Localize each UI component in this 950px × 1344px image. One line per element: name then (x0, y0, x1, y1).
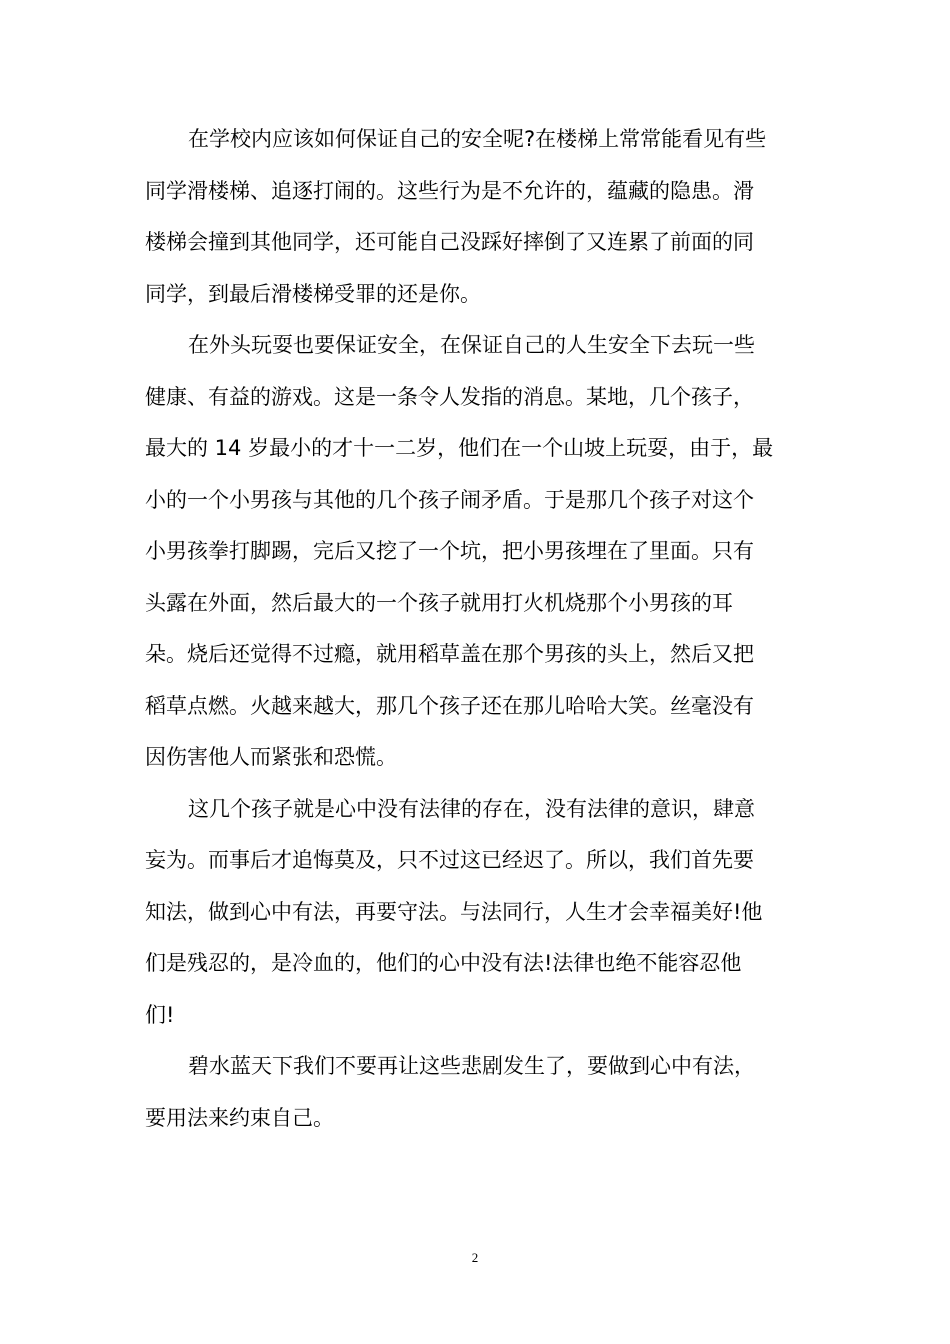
text-line: 在学校内应该如何保证自己的安全呢?在楼梯上常常能看见有些 (188, 127, 767, 151)
text-line: 妄为。而事后才追悔莫及，只不过这已经迟了。所以，我们首先要 (145, 848, 754, 872)
text-line: 最大的 14 岁最小的才十一二岁，他们在一个山坡上玩耍，由于，最 (145, 436, 774, 460)
text-line: 们是残忍的，是冷血的，他们的心中没有法!法律也绝不能容忍他 (145, 951, 742, 975)
text-line: 同学滑楼梯、追逐打闹的。这些行为是不允许的，蕴藏的隐患。滑 (145, 178, 754, 203)
paragraph-1 (145, 114, 807, 320)
text-line: 头露在外面，然后最大的一个孩子就用打火机烧那个小男孩的耳 (145, 590, 733, 615)
text-line: 碧水蓝天下我们不要再让这些悲剧发生了，要做到心中有法， (188, 1054, 755, 1078)
text-line: 们! (145, 1002, 175, 1027)
text-line: 同学，到最后滑楼梯受罪的还是你。 (145, 281, 481, 306)
text-line: 小男孩拳打脚踢，完后又挖了一个坑，把小男孩埋在了里面。只有 (145, 539, 754, 563)
text-line: 健康、有益的游戏。这是一条令人发指的消息。某地，几个孩子， (145, 384, 754, 409)
paragraph-3 (145, 784, 807, 1042)
paragraph-2 (145, 320, 807, 784)
text-line: 楼梯会撞到其他同学，还可能自己没踩好摔倒了又连累了前面的同 (145, 230, 754, 254)
text-line: 这几个孩子就是心中没有法律的存在，没有法律的意识，肆意 (188, 796, 755, 821)
text-line: 稻草点燃。火越来越大，那几个孩子还在那儿哈哈大笑。丝毫没有 (145, 693, 754, 718)
text-line: 朵。烧后还觉得不过瘾，就用稻草盖在那个男孩的头上，然后又把 (145, 642, 754, 666)
paragraph-4 (145, 1041, 807, 1144)
text-line: 小的一个小男孩与其他的几个孩子闹矛盾。于是那几个孩子对这个 (145, 487, 754, 512)
text-line: 在外头玩耍也要保证安全，在保证自己的人生安全下去玩一些 (188, 333, 755, 357)
page-number: 2 (471, 1250, 479, 1265)
text-line: 因伤害他人而紧张和恐慌。 (145, 745, 397, 769)
text-line: 要用法来约束自己。 (145, 1105, 334, 1130)
text-line: 知法，做到心中有法，再要守法。与法同行，人生才会幸福美好!他 (145, 899, 763, 924)
body-text (145, 114, 807, 1144)
